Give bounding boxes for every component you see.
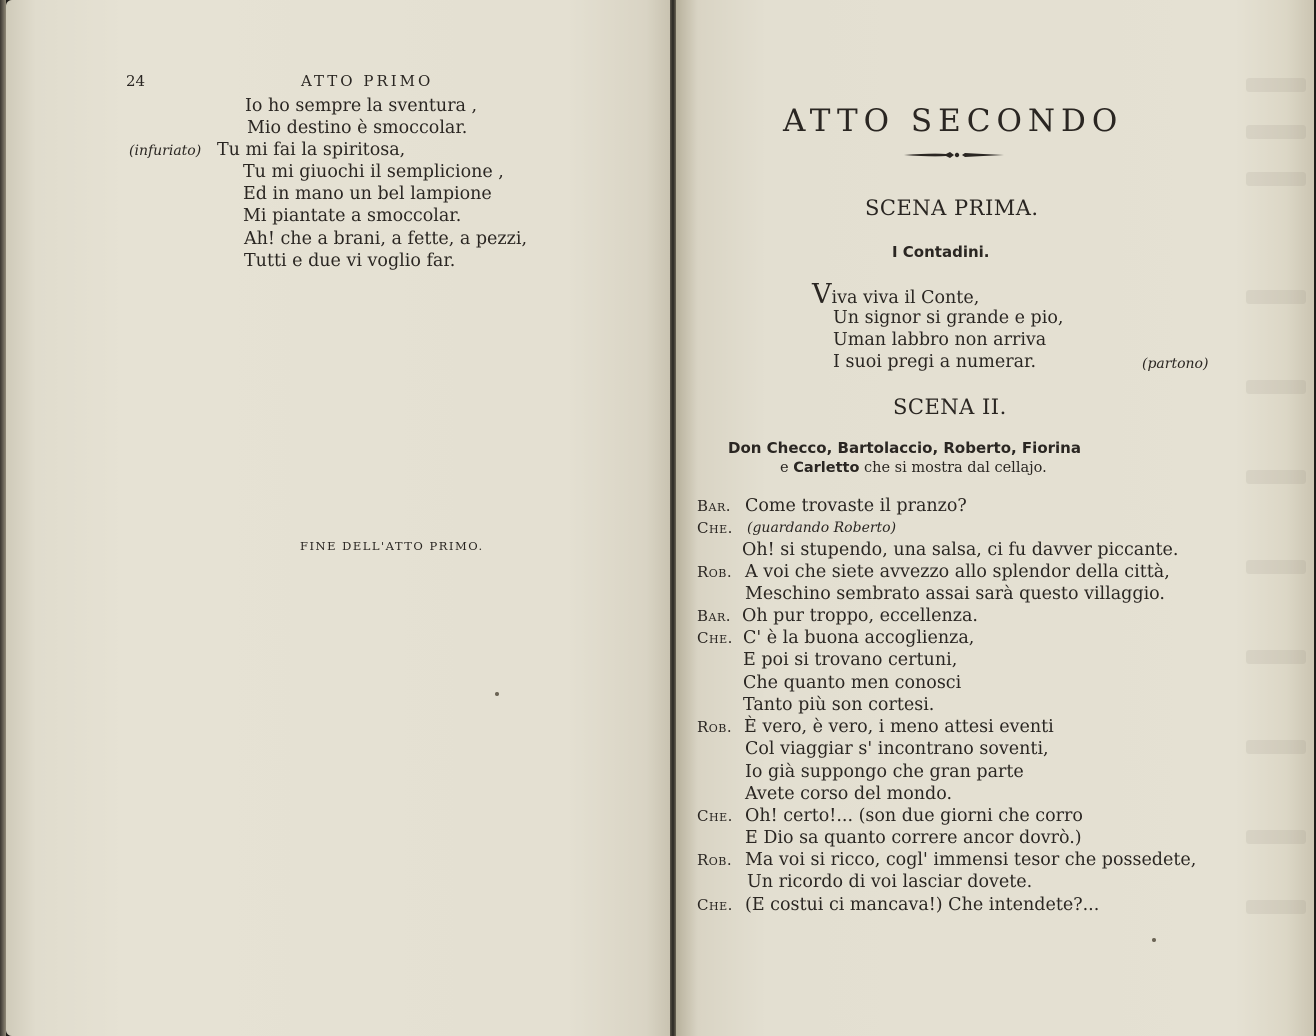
dialogue-line: A voi che siete avvezzo allo splendor della città,: [745, 562, 1170, 582]
dialogue-line: Tanto più son cortesi.: [743, 695, 935, 715]
act-title: ATTO SECONDO: [783, 103, 1124, 139]
dialogue-line: È vero, è vero, i meno attesi eventi: [744, 717, 1054, 737]
stage-direction: (partono): [1142, 356, 1209, 372]
verse-line: Tu mi giuochi il semplicione ,: [243, 162, 504, 182]
dialogue-line: E Dio sa quanto correre ancor dovrò.): [745, 828, 1082, 848]
stage-direction: (infuriato): [129, 143, 202, 159]
dialogue-line: Oh pur troppo, eccellenza.: [742, 606, 978, 626]
speaker-tag: Rob.: [697, 563, 733, 581]
scene-characters: I Contadini.: [892, 243, 990, 261]
speaker-tag: Che.: [697, 519, 733, 537]
verse-line: Viva viva il Conte,: [812, 279, 980, 310]
speaker-tag: Rob.: [697, 718, 733, 736]
dialogue-line: (E costui ci mancava!) Che intendete?...: [745, 895, 1100, 915]
verse-line: Mio destino è smoccolar.: [247, 118, 468, 138]
scene-characters-continued: e Carletto che si mostra dal cellajo.: [780, 460, 1047, 476]
dialogue-line: Oh! certo!... (son due giorni che corro: [745, 806, 1083, 826]
act-end-note: FINE DELL'ATTO PRIMO.: [300, 539, 484, 553]
verse-line: Tutti e due vi voglio far.: [244, 251, 456, 271]
dialogue-line: Avete corso del mondo.: [745, 784, 953, 804]
scene-characters: Don Checco, Bartolaccio, Roberto, Fiorina: [728, 439, 1081, 457]
speaker-tag: Che.: [697, 896, 733, 914]
ornament-divider-icon: [902, 150, 1006, 160]
speaker-tag: Rob.: [697, 851, 733, 869]
speaker-tag: Bar.: [697, 607, 732, 625]
print-speck: [1152, 938, 1156, 942]
speaker-tag: Che.: [697, 807, 733, 825]
verse-line: Ed in mano un bel lampione: [243, 184, 492, 204]
verse-line: I suoi pregi a numerar.: [833, 352, 1037, 372]
dialogue-line: Un ricordo di voi lasciar dovete.: [747, 872, 1033, 892]
verse-line: Un signor si grande e pio,: [833, 308, 1064, 328]
scene-title: SCENA PRIMA.: [865, 196, 1039, 220]
dialogue-line: Io già suppongo che gran parte: [745, 762, 1024, 782]
speaker-tag: Bar.: [697, 497, 732, 515]
verse-line: Uman labbro non arriva: [833, 330, 1047, 350]
dialogue-line: C' è la buona accoglienza,: [743, 628, 975, 648]
speaker-tag: Che.: [697, 629, 733, 647]
dialogue-line: Che quanto men conosci: [743, 673, 962, 693]
verse-line: Tu mi fai la spiritosa,: [217, 140, 406, 160]
drop-cap: V: [812, 279, 832, 310]
dialogue-line: Oh! si stupendo, una salsa, ci fu davver piccante.: [742, 540, 1179, 560]
scene-title: SCENA II.: [893, 395, 1007, 419]
dialogue-line: E poi si trovano certuni,: [743, 650, 958, 670]
verse-line: Mi piantate a smoccolar.: [243, 206, 462, 226]
dialogue-line: Meschino sembrato assai sarà questo villaggio.: [745, 584, 1165, 604]
verse-line: Ah! che a brani, a fette, a pezzi,: [244, 229, 528, 249]
left-page: [6, 0, 670, 1036]
page-number: 24: [126, 72, 146, 90]
running-head: ATTO PRIMO: [301, 72, 434, 90]
dialogue-line: Ma voi si ricco, cogl' immensi tesor che possedete,: [745, 850, 1197, 870]
verse-line: Io ho sempre la sventura ,: [245, 96, 478, 116]
dialogue-line: Come trovaste il pranzo?: [745, 496, 967, 516]
stage-direction: (guardando Roberto): [747, 520, 897, 536]
dialogue-line: Col viaggiar s' incontrano soventi,: [745, 739, 1049, 759]
print-speck: [495, 692, 499, 696]
